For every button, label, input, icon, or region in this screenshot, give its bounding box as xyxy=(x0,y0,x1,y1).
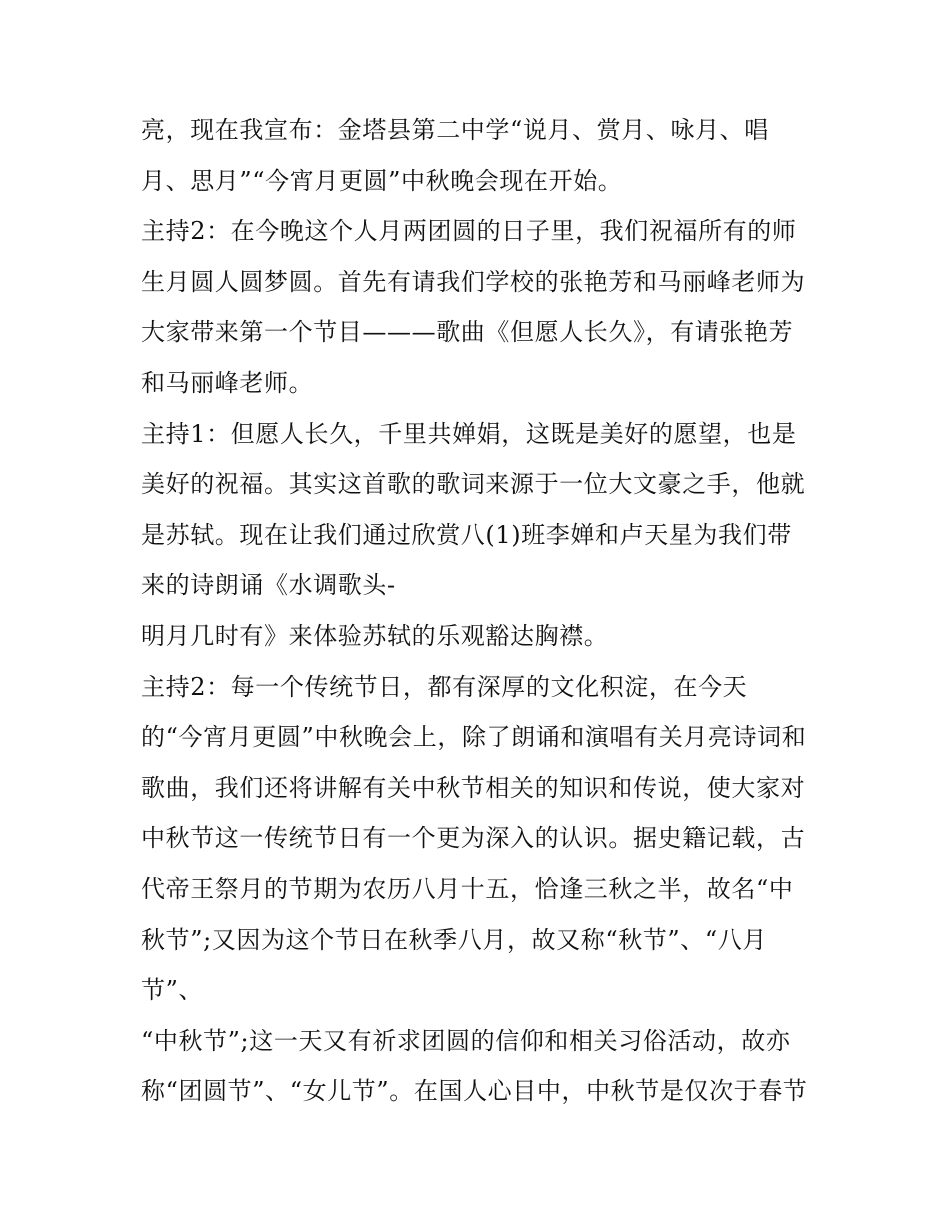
text-line: 来的诗朗诵《水调歌头- xyxy=(141,571,396,600)
text-line: 主持2：在今晚这个人月两团圆的日子里，我们祝福所有的师 xyxy=(141,217,797,246)
text-line: 和马丽峰老师。 xyxy=(141,368,314,397)
text-line: 美好的祝福。其实这首歌的歌词来源于一位大文豪之手，他就 xyxy=(141,470,806,499)
text-line: 月、思月”“今宵月更圆”中秋晚会现在开始。 xyxy=(141,166,623,195)
document-body xyxy=(141,111,821,1123)
text-line: 亮，现在我宣布：金塔县第二中学“说月、赏月、咏月、唱 xyxy=(141,116,769,144)
text-line: 代帝王祭月的节期为农历八月十五，恰逢三秋之半，故名“中 xyxy=(141,874,794,903)
text-line: 称“团圆节”、“女儿节”。在国人心目中，中秋节是仅次于春节 xyxy=(141,1077,808,1106)
text-line: 大家带来第一个节目———歌曲《但愿人长久》，有请张艳芳 xyxy=(141,318,794,347)
text-line: 秋节”;又因为这个节日在秋季八月，故又称“秋节”、“八月 xyxy=(141,925,767,954)
text-line: 歌曲，我们还将讲解有关中秋节相关的知识和传说，使大家对 xyxy=(141,773,806,802)
text-line: 生月圆人圆梦圆。首先有请我们学校的张艳芳和马丽峰老师为 xyxy=(141,267,806,296)
text-line: 的“今宵月更圆”中秋晚会上，除了朗诵和演唱有关月亮诗词和 xyxy=(141,723,807,752)
text-line: 明月几时有》来体验苏轼的乐观豁达胸襟。 xyxy=(141,621,609,650)
text-line: 主持2：每一个传统节日，都有深厚的文化积淀，在今天 xyxy=(141,672,748,701)
text-line: 主持1：但愿人长久，千里共婵娟，这既是美好的愿望，也是 xyxy=(141,419,797,448)
text-line: 中秋节这一传统节日有一个更为深入的认识。据史籍记载，古 xyxy=(141,824,806,853)
text-line: 是苏轼。现在让我们通过欣赏八(1)班李婵和卢天星为我们带 xyxy=(141,520,792,549)
text-line: 节”、 xyxy=(141,976,204,1005)
text-line: “中秋节”;这一天又有祈求团圆的信仰和相关习俗活动，故亦 xyxy=(141,1026,791,1055)
